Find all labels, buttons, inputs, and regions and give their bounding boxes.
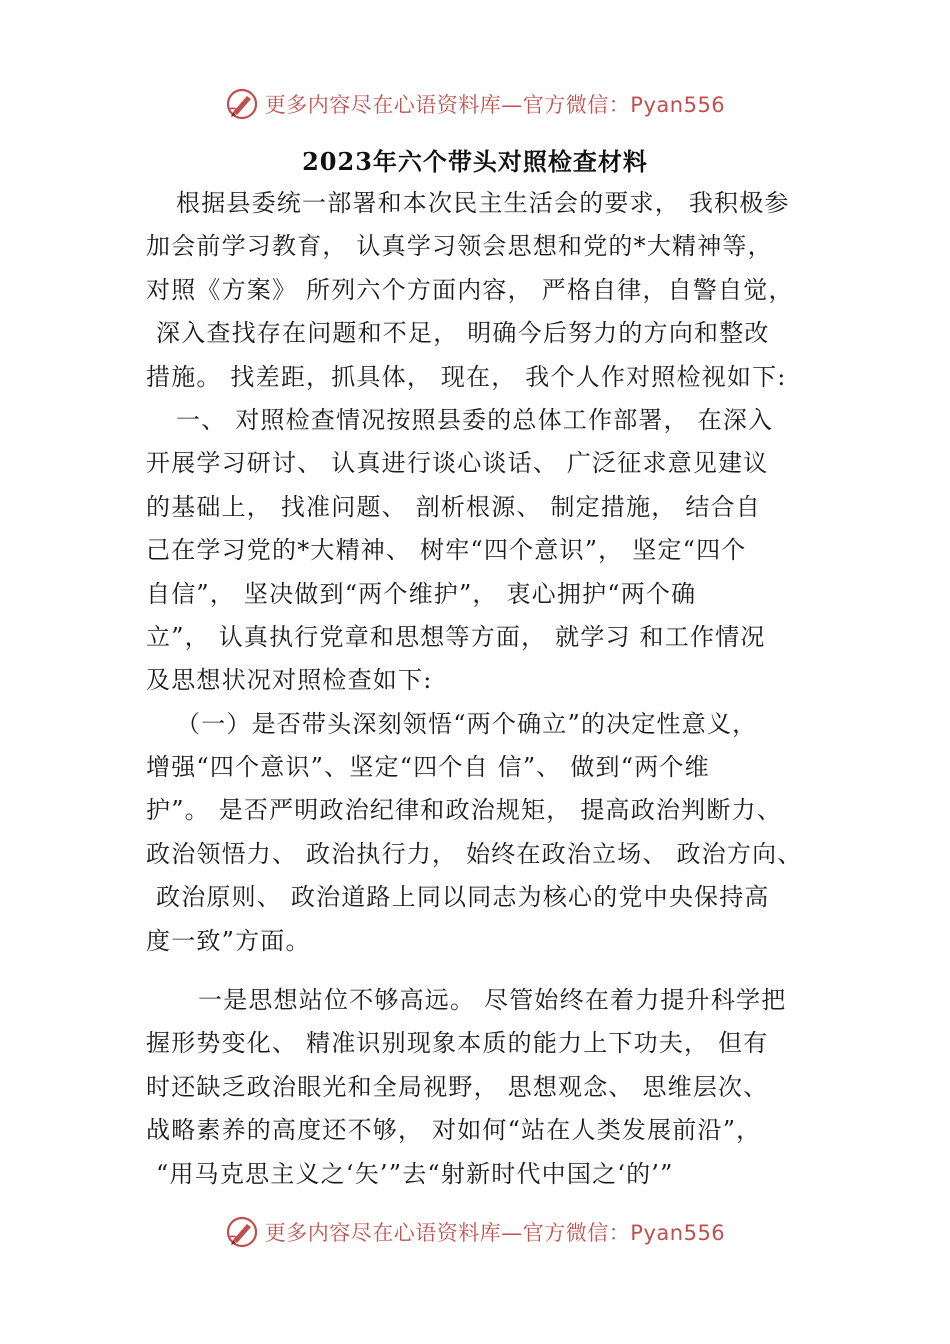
pen-logo-icon: [225, 1215, 259, 1249]
body-line: （一）是否带头深刻领悟“两个确立”的决定性意义，: [176, 709, 758, 738]
body-line: 增强“四个意识”、坚定“四个自 信”、 做到“两个维: [146, 753, 710, 782]
body-line: 时还缺乏政治眼光和全局视野， 思想观念、 思维层次、: [146, 1072, 769, 1101]
body-line: 深入查找存在问题和不足， 明确今后努力的方向和整改: [156, 319, 770, 348]
body-line: 护”。 是否严明政治纪律和政治规矩， 提高政治判断力、: [146, 796, 782, 825]
document-title: 2023年六个带头对照检查材料: [302, 147, 648, 176]
watermark-text: 更多内容尽在心语资料库—官方微信：Pyan556: [264, 1221, 726, 1245]
body-line: 根据县委统一部署和本次民主生活会的要求， 我积极参: [176, 189, 790, 217]
body-line: 度一致”方面。: [146, 926, 311, 955]
body-line: 开展学习研讨、 认真进行谈心谈话、 广泛征求意见建议: [146, 449, 769, 478]
body-line: “用马克思主义之‘矢’”去“射新时代中国之‘的’”: [156, 1159, 674, 1188]
watermark-banner-bottom: [0, 1212, 950, 1252]
body-line: 及思想状况对照检查如下:: [146, 666, 433, 695]
document-body: [146, 182, 814, 1196]
body-line: 对照《方案》 所列六个方面内容， 严格自律，自警自觉，: [146, 275, 794, 304]
body-line: 一是思想站位不够高远。 尽管始终在着力提升科学把: [198, 986, 787, 1015]
body-line: 政治领悟力、 政治执行力， 始终在政治立场、 政治方向、: [146, 839, 803, 868]
body-line: 握形势变化、 精准识别现象本质的能力上下功夫， 但有: [146, 1029, 769, 1058]
watermark-banner-top: [0, 84, 950, 124]
pen-logo-icon: [225, 87, 259, 121]
body-line: 加会前学习教育， 认真学习领会思想和党的*大精神等，: [146, 232, 773, 261]
watermark-text: 更多内容尽在心语资料库—官方微信：Pyan556: [264, 93, 726, 117]
paragraph-gap: [146, 963, 814, 979]
body-line: 政治原则、 政治道路上同以同志为核心的党中央保持高: [156, 883, 770, 912]
body-line: 己在学习党的*大精神、 树牢“四个意识”， 坚定“四个: [146, 536, 747, 565]
body-line: 战略素养的高度还不够， 对如何“站在人类发展前沿”，: [146, 1116, 762, 1145]
body-line: 自信”， 坚决做到“两个维护”， 衷心拥护“两个确: [146, 579, 697, 608]
body-line: 措施。 找差距，抓具体， 现在， 我个人作对照检视如下:: [146, 362, 787, 391]
body-line: 立”， 认真执行党章和思想等方面， 就学习 和工作情况: [146, 622, 766, 651]
body-line: 的基础上， 找准问题、 剖析根源、 制定措施， 结合自: [146, 492, 761, 521]
body-line: 一、 对照检查情况按照县委的总体工作部署， 在深入: [176, 405, 774, 434]
